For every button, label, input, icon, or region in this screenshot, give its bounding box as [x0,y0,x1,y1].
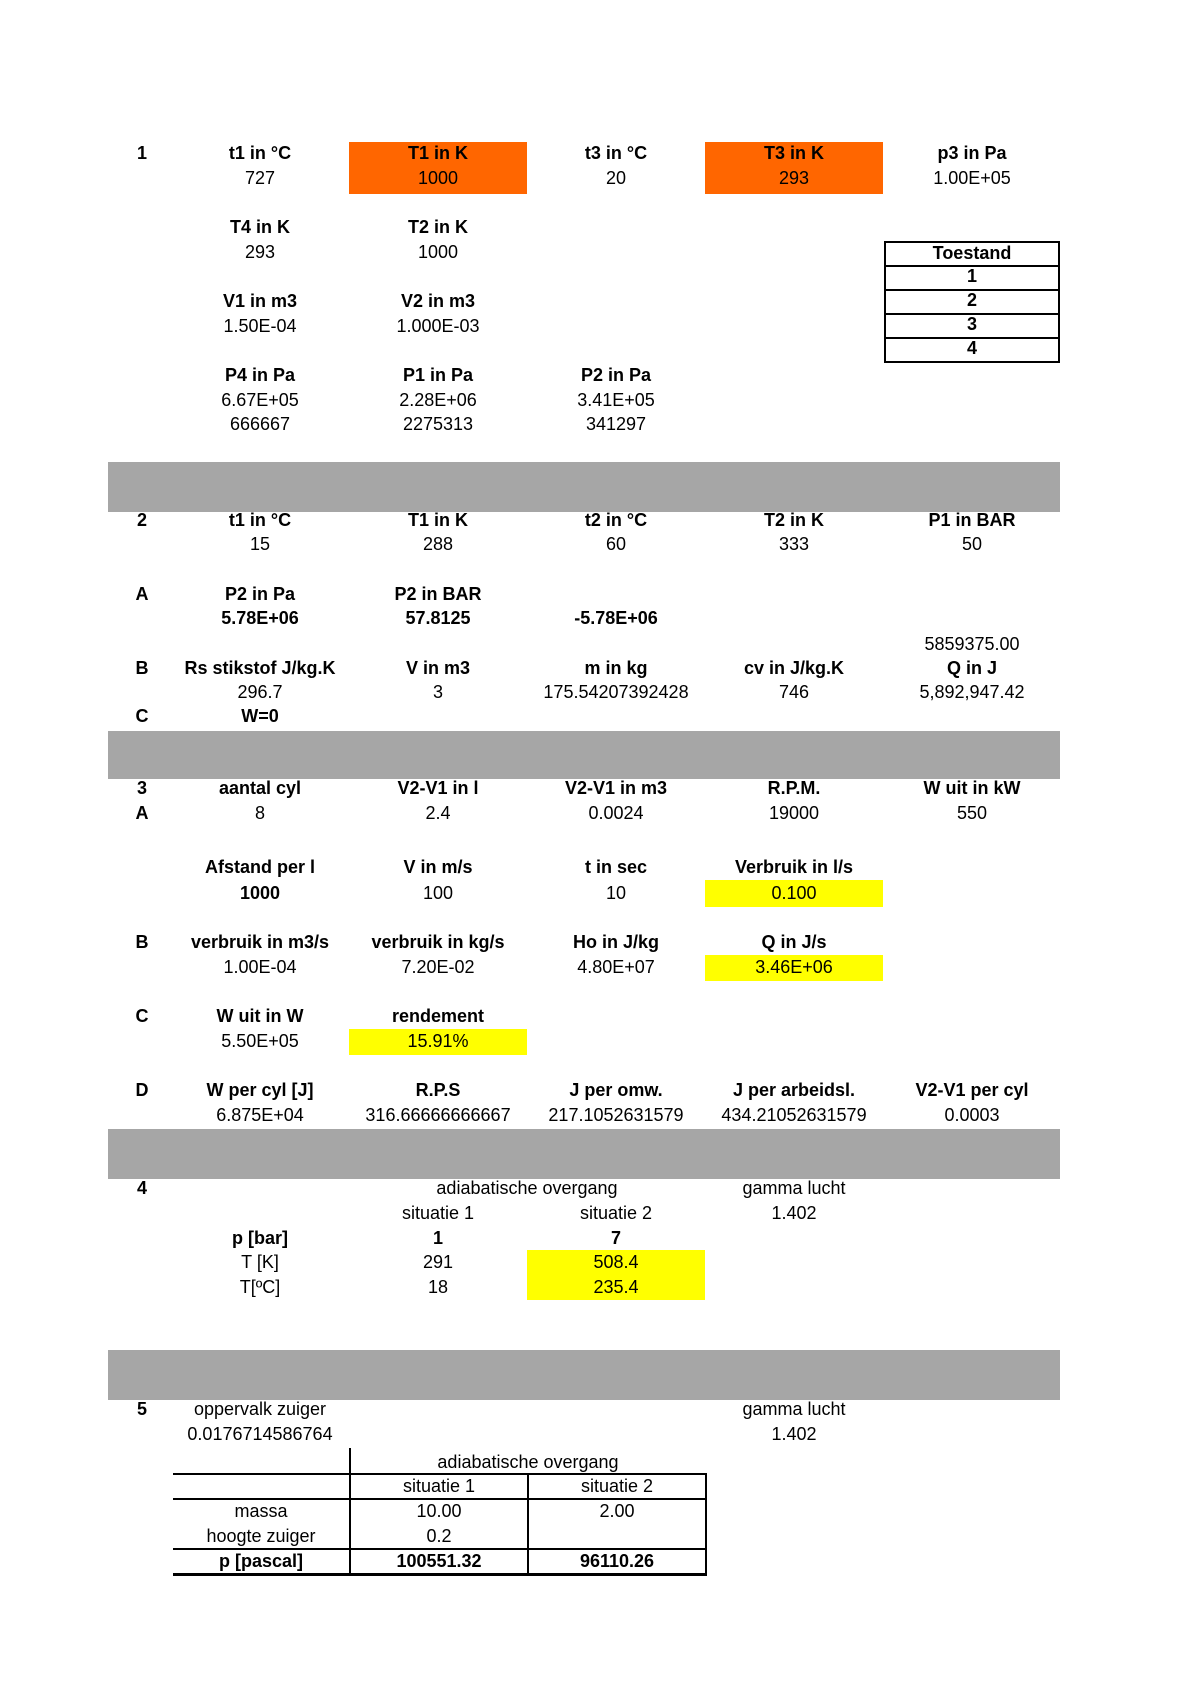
s3-header-cyl: aantal cyl [218,778,302,798]
section-4-number: 4 [136,1178,147,1198]
s2-value-P1: 50 [961,534,983,554]
s5-p-2: 96110.26 [579,1551,655,1571]
s3-value-t: 10 [605,883,627,903]
section-divider-2 [108,731,1060,779]
s2-header-Q: Q in J [946,658,997,678]
s1-header-p3: p3 in Pa [937,143,1007,163]
toestand-row-3: 3 [966,314,977,334]
s4-T-label: T [K] [241,1252,279,1272]
s4-gamma-label: gamma lucht [742,1178,846,1198]
s5-opp-value: 0.0176714586764 [187,1424,333,1444]
s3-value-vm3: 0.0024 [588,803,644,823]
s1-value-T4: 293 [244,242,276,262]
s1-header-t1: t1 in °C [228,143,292,163]
s4-tc1: 18 [427,1277,449,1297]
s3-value-v2v1cyl: 0.0003 [944,1105,1000,1125]
s3-label-A: A [135,803,149,823]
s2-value-m: 175.54207392428 [543,682,689,702]
s3-header-rendement: rendement [391,1006,485,1026]
s2-value-P2bar: 57.8125 [405,608,471,628]
s2-value-Rs: 296.7 [237,682,283,702]
s1-value-p3: 1.00E+05 [933,168,1011,188]
s1-header-P4: P4 in Pa [224,365,296,385]
s2-q-alt: 5859375.00 [924,634,1020,654]
s1-value-P4-exact: 666667 [229,414,291,434]
s3-label-D: D [135,1080,149,1100]
s1-value-V1: 1.50E-04 [223,316,297,336]
section-5-number: 5 [136,1399,147,1419]
s5-situatie-1: situatie 1 [402,1476,476,1496]
s4-title: adiabatische overgang [436,1178,618,1198]
s4-T2: 508.4 [593,1252,639,1272]
s1-header-T3: T3 in K [763,143,824,163]
s3-value-v: 100 [422,883,454,903]
s2-header-P2bar: P2 in BAR [394,584,482,604]
s1-value-T1: 1000 [417,168,459,188]
s2-value-V: 3 [432,682,443,702]
s4-p1: 1 [432,1228,443,1248]
s3-value-ho: 4.80E+07 [577,957,655,977]
s1-header-T4: T4 in K [229,217,290,237]
s3-value-rps: 316.66666666667 [365,1105,511,1125]
s3-header-ho: Ho in J/kg [572,932,659,952]
s3-value-jomw: 217.1052631579 [548,1105,684,1125]
s3-header-verbruik: Verbruik in l/s [734,857,854,877]
s3-header-jarb: J per arbeidsl. [732,1080,856,1100]
s2-header-T2: T2 in K [763,510,824,530]
s3-value-cyl: 8 [254,803,265,823]
section-divider-1 [108,462,1060,512]
s3-value-ww: 5.50E+05 [221,1031,299,1051]
s2-label-A: A [135,584,149,604]
s1-header-V1: V1 in m3 [222,291,298,311]
s2-header-P2pa: P2 in Pa [224,584,296,604]
s2-header-T1: T1 in K [407,510,468,530]
s1-header-t3: t3 in °C [584,143,648,163]
s5-hoogte-label: hoogte zuiger [206,1526,316,1546]
s1-header-P1: P1 in Pa [402,365,474,385]
s3-header-afstand: Afstand per l [204,857,315,877]
s3-header-v: V in m/s [403,857,473,877]
s3-value-kgs: 7.20E-02 [401,957,475,977]
s3-header-wuit: W uit in kW [923,778,1021,798]
s3-value-q: 3.46E+06 [755,957,833,977]
s1-value-P1: 2.28E+06 [399,390,477,410]
s2-header-t2: t2 in °C [584,510,648,530]
s5-opp-label: oppervalk zuiger [193,1399,327,1419]
s2-c-text: W=0 [241,706,279,726]
s2-label-C: C [135,706,149,726]
s3-value-rpm: 19000 [768,803,820,823]
s3-header-t: t in sec [584,857,648,877]
s1-value-t3: 20 [605,168,627,188]
s4-T1: 291 [422,1252,454,1272]
s3-header-v2v1cyl: V2-V1 per cyl [915,1080,1029,1100]
s3-label-C: C [135,1006,149,1026]
s4-gamma-value: 1.402 [771,1203,817,1223]
s5-hoogte-1: 0.2 [426,1526,452,1546]
s4-tc2: 235.4 [593,1277,639,1297]
s3-header-wcyl: W per cyl [J] [206,1080,314,1100]
section-1-number: 1 [136,143,147,163]
s1-header-T1: T1 in K [407,143,468,163]
s3-header-q: Q in J/s [761,932,827,952]
s2-value-T2: 333 [778,534,810,554]
s1-value-P2: 3.41E+05 [577,390,655,410]
section-3-number: 3 [136,778,147,798]
s1-value-P4: 6.67E+05 [221,390,299,410]
s2-value-P2pa: 5.78E+06 [221,608,299,628]
section-divider-4 [108,1350,1060,1400]
s5-title: adiabatische overgang [437,1452,619,1472]
toestand-row-2: 2 [966,290,977,310]
s2-header-P1: P1 in BAR [928,510,1016,530]
s2-value-Q: 5,892,947.42 [919,682,1025,702]
s1-header-P2: P2 in Pa [580,365,652,385]
s5-gamma-value: 1.402 [771,1424,817,1444]
s5-p-label: p [pascal] [218,1551,304,1571]
s2-label-B: B [135,658,149,678]
s2-header-cv: cv in J/kg.K [743,658,845,678]
s3-header-m3s: verbruik in m3/s [190,932,330,952]
s2-value-T1: 288 [422,534,454,554]
s3-value-m3s: 1.00E-04 [223,957,297,977]
s2-header-V: V in m3 [405,658,471,678]
s2-value-negative: -5.78E+06 [574,608,658,628]
s4-p2: 7 [610,1228,621,1248]
s3-value-vl: 2.4 [425,803,451,823]
s2-value-t1: 15 [249,534,271,554]
s5-gamma-label: gamma lucht [742,1399,846,1419]
s1-value-V2: 1.000E-03 [396,316,480,336]
s3-value-wuit: 550 [956,803,988,823]
s1-header-T2: T2 in K [407,217,468,237]
section-2-number: 2 [136,510,147,530]
s3-value-jarb: 434.21052631579 [721,1105,867,1125]
toestand-title: Toestand [932,243,1012,263]
s3-value-wcyl: 6.875E+04 [216,1105,304,1125]
s1-value-P1-exact: 2275313 [402,414,474,434]
toestand-row-4: 4 [966,338,977,358]
s5-massa-1: 10.00 [416,1501,462,1521]
section-divider-3 [108,1129,1060,1179]
s3-header-vm3: V2-V1 in m3 [564,778,668,798]
s5-situatie-2: situatie 2 [580,1476,654,1496]
s3-value-rendement: 15.91% [407,1031,469,1051]
s2-value-t2: 60 [605,534,627,554]
s3-header-rps: R.P.S [415,1080,461,1100]
s4-situatie-2: situatie 2 [579,1203,653,1223]
toestand-row-1: 1 [966,266,977,286]
s1-value-T3: 293 [778,168,810,188]
s3-value-afstand: 1000 [239,883,281,903]
s4-tc-label: T[ºC] [239,1277,281,1297]
s3-header-ww: W uit in W [216,1006,304,1026]
s3-value-verbruik: 0.100 [771,883,817,903]
s2-header-Rs: Rs stikstof J/kg.K [184,658,336,678]
s3-header-kgs: verbruik in kg/s [371,932,505,952]
s1-value-P2-exact: 341297 [585,414,647,434]
s3-label-B: B [135,932,149,952]
s1-value-T2: 1000 [417,242,459,262]
s3-header-rpm: R.P.M. [767,778,821,798]
s1-header-V2: V2 in m3 [400,291,476,311]
s5-massa-2: 2.00 [599,1501,635,1521]
s2-header-m: m in kg [584,658,648,678]
s2-value-cv: 746 [778,682,810,702]
s1-value-t1: 727 [244,168,276,188]
s3-header-vl: V2-V1 in l [397,778,479,798]
s4-p-label: p [bar] [232,1228,288,1248]
s4-situatie-1: situatie 1 [401,1203,475,1223]
s2-header-t1: t1 in °C [228,510,292,530]
s5-massa-label: massa [234,1501,288,1521]
s5-p-1: 100551.32 [396,1551,482,1571]
s3-header-jomw: J per omw. [569,1080,663,1100]
